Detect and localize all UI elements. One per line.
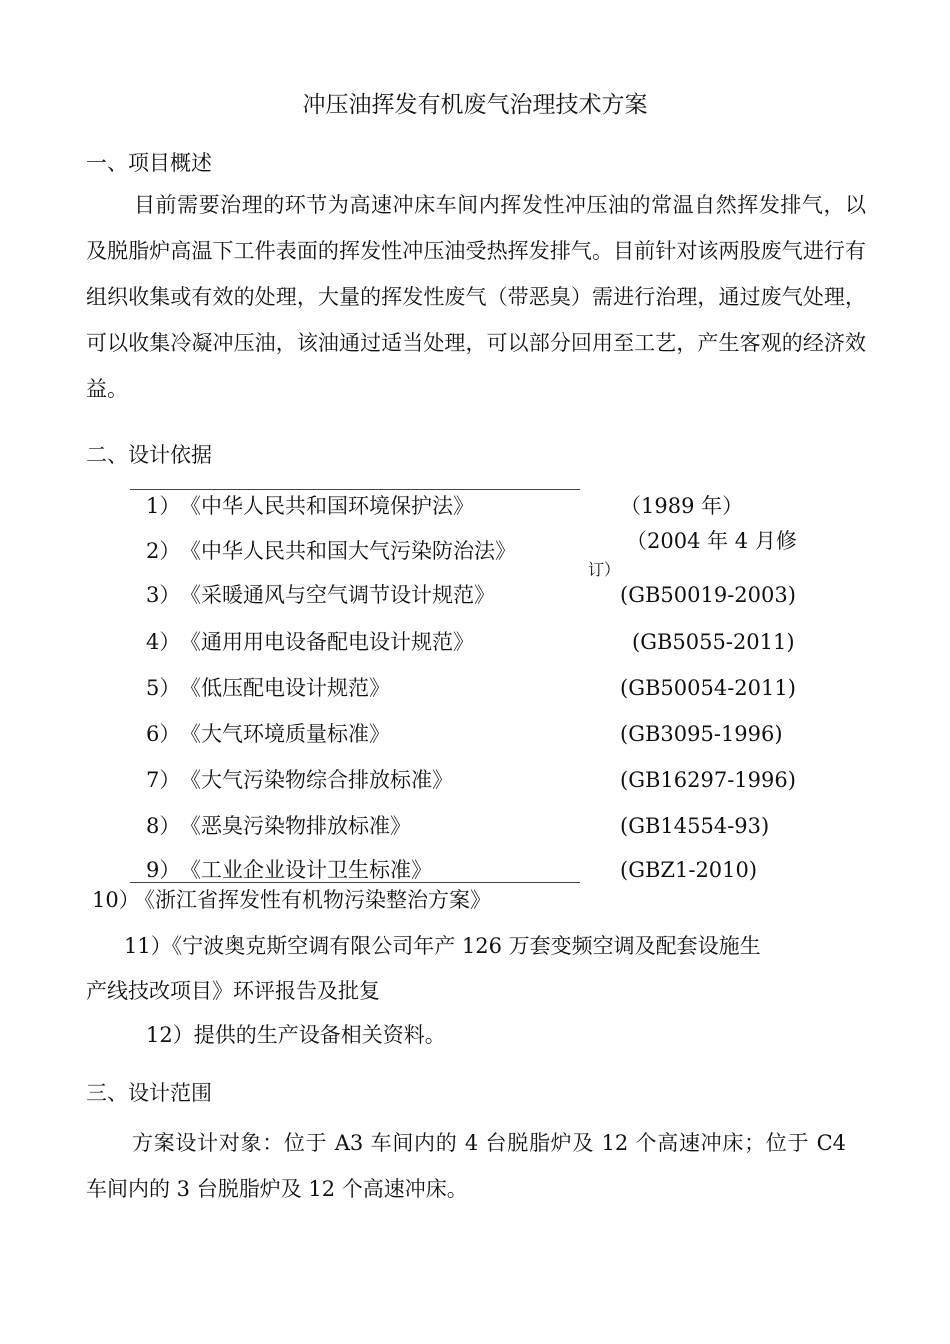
scope-paragraph: 方案设计对象：位于 A3 车间内的 4 台脱脂炉及 12 个高速冲床；位于 C4 车间内的 3 台脱脂炉及 12 个高速冲床。 [86,1131,846,1201]
basis-item-11-line1: 11）《宁波奥克斯空调有限公司年产 126 万套变频空调及配套设施生 [124,934,761,958]
basis-item-code: (GB50054-2011) [620,676,796,700]
basis-item-num: 9） [146,858,181,882]
basis-item-num: 6） [146,722,181,746]
basis-item-name: 《中华人民共和国大气污染防治法》 [180,539,516,563]
basis-item-code: （1989 年） [620,494,744,518]
table-top-rule [130,489,580,490]
basis-item-name: 《浙江省挥发性有机物污染整治方案》 [134,888,491,912]
basis-item-12: 12）提供的生产设备相关资料。 [146,1023,446,1047]
basis-item-name: 《工业企业设计卫生标准》 [180,858,432,882]
basis-item-num: 5） [146,676,181,700]
basis-item-code: (GB5055-2011) [632,630,795,654]
section-heading-basis: 二、设计依据 [86,443,212,467]
basis-item-name: 《大气环境质量标准》 [180,722,390,746]
basis-item-name: 《恶臭污染物排放标准》 [180,814,411,838]
table-bottom-rule [130,882,580,883]
basis-item-name: 《中华人民共和国环境保护法》 [180,494,474,518]
basis-item-11-line2: 产线技改项目》环评报告及批复 [86,979,380,1003]
basis-item-code: (GB14554-93) [620,814,770,838]
basis-item-code: (GB50019-2003) [620,583,796,607]
basis-item-code: (GB16297-1996) [620,768,796,792]
basis-item-num: 8） [146,814,181,838]
basis-item-code: (GB3095-1996) [620,722,783,746]
basis-item-name: 《低压配电设计规范》 [180,676,390,700]
basis-item-num: 10） [92,888,140,912]
basis-item-code: (GBZ1-2010) [620,858,758,882]
basis-item-num: 1） [146,494,181,518]
basis-item-num: 4） [146,630,181,654]
basis-item-code-continuation: 订） [588,560,621,579]
basis-item-num: 2） [146,539,181,563]
basis-item-name: 《大气污染物综合排放标准》 [180,768,453,792]
document-title: 冲压油挥发有机废气治理技术方案 [302,92,648,118]
basis-item-num: 7） [146,768,181,792]
basis-item-num: 3） [146,583,181,607]
overview-paragraph: 目前需要治理的环节为高速冲床车间内挥发性冲压油的常温自然挥发排气，以及脱脂炉高温下工件表面的挥发性冲压油受热挥发排气。目前针对该两股废气进行有组织收集或有效的处理，大量的挥发性废气（带恶臭）需进行治理，通过废气处理，可以收集冷凝冲压油，该油通过适当处理，可以部分回用至工艺，产生客观的经济效益。 [86,193,866,401]
basis-item-name: 《通用用电设备配电设计规范》 [180,630,474,654]
basis-item-name: 《采暖通风与空气调节设计规范》 [180,583,495,607]
basis-item-code: （2004 年 4 月修 [626,529,797,553]
section-heading-scope: 三、设计范围 [86,1081,212,1105]
section-heading-overview: 一、项目概述 [86,151,212,175]
